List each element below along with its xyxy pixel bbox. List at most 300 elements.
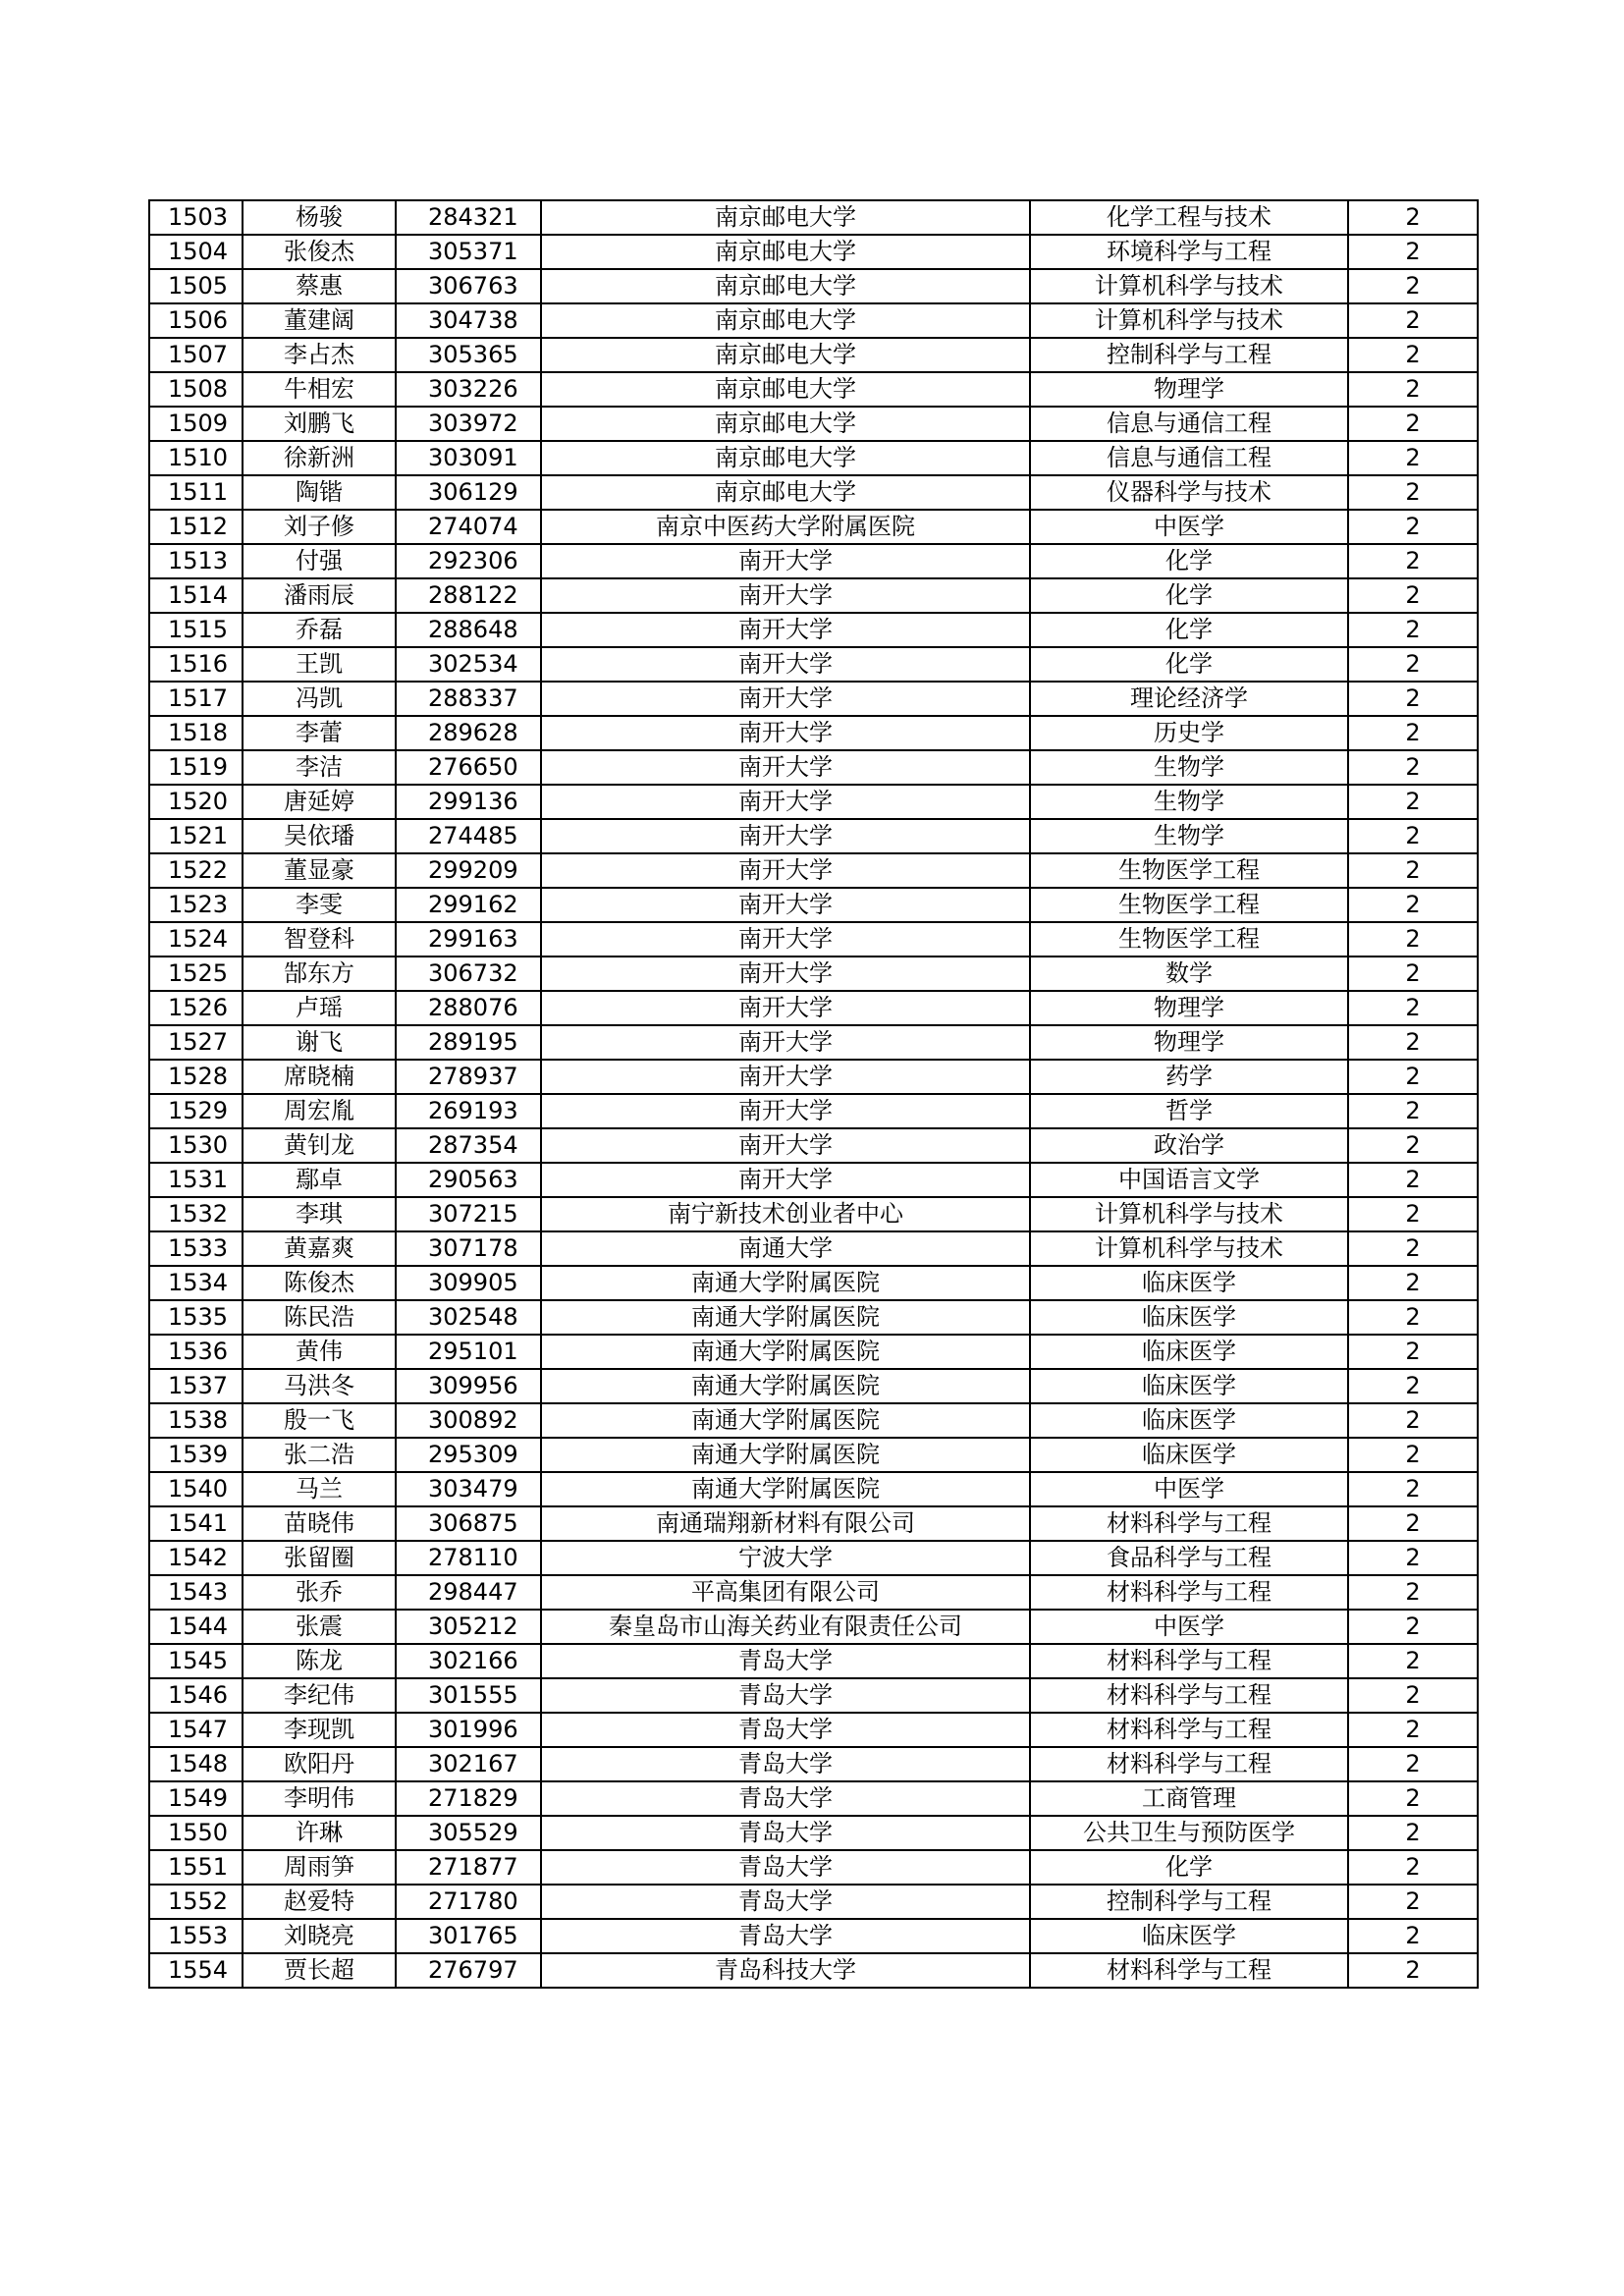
discipline-cell: 化学 <box>1030 647 1348 682</box>
discipline-cell: 控制科学与工程 <box>1030 338 1348 372</box>
grade-cell: 2 <box>1348 647 1478 682</box>
institution-cell: 南开大学 <box>541 1025 1030 1060</box>
id-number-cell: 305371 <box>396 235 541 269</box>
institution-cell: 南京邮电大学 <box>541 235 1030 269</box>
discipline-cell: 生物学 <box>1030 819 1348 853</box>
institution-cell: 南通大学附属医院 <box>541 1266 1030 1300</box>
seq-number-cell: 1507 <box>149 338 243 372</box>
grade-cell: 2 <box>1348 269 1478 303</box>
id-number-cell: 303479 <box>396 1472 541 1506</box>
table-row <box>149 1472 1478 1506</box>
institution-cell: 南开大学 <box>541 1060 1030 1094</box>
funding-list-table <box>148 199 1479 1989</box>
name-cell: 吴依璠 <box>243 819 396 853</box>
name-cell: 刘鹏飞 <box>243 407 396 441</box>
institution-cell: 南开大学 <box>541 544 1030 578</box>
seq-number-cell: 1532 <box>149 1197 243 1231</box>
institution-cell: 南京邮电大学 <box>541 407 1030 441</box>
grade-cell: 2 <box>1348 1472 1478 1506</box>
grade-cell: 2 <box>1348 1231 1478 1266</box>
grade-cell: 2 <box>1348 1506 1478 1541</box>
grade-cell: 2 <box>1348 1575 1478 1610</box>
seq-number-cell: 1530 <box>149 1128 243 1163</box>
grade-cell: 2 <box>1348 1438 1478 1472</box>
discipline-cell: 物理学 <box>1030 1025 1348 1060</box>
id-number-cell: 301555 <box>396 1678 541 1713</box>
id-number-cell: 300892 <box>396 1403 541 1438</box>
institution-cell: 青岛大学 <box>541 1747 1030 1781</box>
grade-cell: 2 <box>1348 613 1478 647</box>
grade-cell: 2 <box>1348 1369 1478 1403</box>
grade-cell: 2 <box>1348 1747 1478 1781</box>
id-number-cell: 307215 <box>396 1197 541 1231</box>
table-row <box>149 1060 1478 1094</box>
seq-number-cell: 1550 <box>149 1816 243 1850</box>
id-number-cell: 302534 <box>396 647 541 682</box>
table-row <box>149 991 1478 1025</box>
institution-cell: 青岛科技大学 <box>541 1953 1030 1988</box>
name-cell: 许琳 <box>243 1816 396 1850</box>
id-number-cell: 306129 <box>396 475 541 510</box>
table-row <box>149 1438 1478 1472</box>
institution-cell: 南通瑞翔新材料有限公司 <box>541 1506 1030 1541</box>
name-cell: 李蕾 <box>243 716 396 750</box>
grade-cell: 2 <box>1348 510 1478 544</box>
name-cell: 谢飞 <box>243 1025 396 1060</box>
table-row <box>149 1885 1478 1919</box>
institution-cell: 南京中医药大学附属医院 <box>541 510 1030 544</box>
discipline-cell: 生物医学工程 <box>1030 922 1348 957</box>
seq-number-cell: 1512 <box>149 510 243 544</box>
name-cell: 付强 <box>243 544 396 578</box>
name-cell: 周雨笋 <box>243 1850 396 1885</box>
discipline-cell: 中国语言文学 <box>1030 1163 1348 1197</box>
grade-cell: 2 <box>1348 235 1478 269</box>
grade-cell: 2 <box>1348 1025 1478 1060</box>
seq-number-cell: 1546 <box>149 1678 243 1713</box>
discipline-cell: 生物学 <box>1030 785 1348 819</box>
id-number-cell: 295101 <box>396 1335 541 1369</box>
name-cell: 郜东方 <box>243 957 396 991</box>
table-row <box>149 1919 1478 1953</box>
institution-cell: 南开大学 <box>541 1128 1030 1163</box>
grade-cell: 2 <box>1348 1094 1478 1128</box>
discipline-cell: 中医学 <box>1030 1472 1348 1506</box>
name-cell: 张二浩 <box>243 1438 396 1472</box>
grade-cell: 2 <box>1348 578 1478 613</box>
name-cell: 智登科 <box>243 922 396 957</box>
name-cell: 陈俊杰 <box>243 1266 396 1300</box>
name-cell: 陈民浩 <box>243 1300 396 1335</box>
table-row <box>149 544 1478 578</box>
institution-cell: 南通大学附属医院 <box>541 1335 1030 1369</box>
seq-number-cell: 1551 <box>149 1850 243 1885</box>
discipline-cell: 化学 <box>1030 544 1348 578</box>
name-cell: 董建阔 <box>243 303 396 338</box>
institution-cell: 南开大学 <box>541 819 1030 853</box>
institution-cell: 南通大学 <box>541 1231 1030 1266</box>
institution-cell: 南京邮电大学 <box>541 338 1030 372</box>
discipline-cell: 物理学 <box>1030 372 1348 407</box>
discipline-cell: 材料科学与工程 <box>1030 1953 1348 1988</box>
grade-cell: 2 <box>1348 1885 1478 1919</box>
discipline-cell: 材料科学与工程 <box>1030 1506 1348 1541</box>
grade-cell: 2 <box>1348 785 1478 819</box>
name-cell: 牛相宏 <box>243 372 396 407</box>
table-row <box>149 1300 1478 1335</box>
grade-cell: 2 <box>1348 200 1478 235</box>
id-number-cell: 287354 <box>396 1128 541 1163</box>
id-number-cell: 306875 <box>396 1506 541 1541</box>
seq-number-cell: 1516 <box>149 647 243 682</box>
table-row <box>149 407 1478 441</box>
name-cell: 李明伟 <box>243 1781 396 1816</box>
seq-number-cell: 1529 <box>149 1094 243 1128</box>
seq-number-cell: 1553 <box>149 1919 243 1953</box>
grade-cell: 2 <box>1348 1644 1478 1678</box>
table-row <box>149 1506 1478 1541</box>
id-number-cell: 307178 <box>396 1231 541 1266</box>
grade-cell: 2 <box>1348 1953 1478 1988</box>
table-row <box>149 1816 1478 1850</box>
id-number-cell: 289195 <box>396 1025 541 1060</box>
table-row <box>149 1163 1478 1197</box>
seq-number-cell: 1544 <box>149 1610 243 1644</box>
institution-cell: 南开大学 <box>541 750 1030 785</box>
institution-cell: 南京邮电大学 <box>541 475 1030 510</box>
id-number-cell: 306732 <box>396 957 541 991</box>
table-row <box>149 1953 1478 1988</box>
seq-number-cell: 1525 <box>149 957 243 991</box>
table-row <box>149 1369 1478 1403</box>
grade-cell: 2 <box>1348 1713 1478 1747</box>
name-cell: 陈龙 <box>243 1644 396 1678</box>
table-body <box>149 200 1478 1988</box>
discipline-cell: 物理学 <box>1030 991 1348 1025</box>
id-number-cell: 276797 <box>396 1953 541 1988</box>
discipline-cell: 材料科学与工程 <box>1030 1713 1348 1747</box>
id-number-cell: 299209 <box>396 853 541 888</box>
institution-cell: 南开大学 <box>541 716 1030 750</box>
discipline-cell: 临床医学 <box>1030 1403 1348 1438</box>
seq-number-cell: 1552 <box>149 1885 243 1919</box>
table-row <box>149 1025 1478 1060</box>
institution-cell: 南开大学 <box>541 888 1030 922</box>
name-cell: 陶锴 <box>243 475 396 510</box>
seq-number-cell: 1523 <box>149 888 243 922</box>
grade-cell: 2 <box>1348 1919 1478 1953</box>
id-number-cell: 288076 <box>396 991 541 1025</box>
grade-cell: 2 <box>1348 716 1478 750</box>
seq-number-cell: 1518 <box>149 716 243 750</box>
name-cell: 席晓楠 <box>243 1060 396 1094</box>
discipline-cell: 生物医学工程 <box>1030 888 1348 922</box>
table-row <box>149 1541 1478 1575</box>
seq-number-cell: 1517 <box>149 682 243 716</box>
id-number-cell: 302167 <box>396 1747 541 1781</box>
discipline-cell: 哲学 <box>1030 1094 1348 1128</box>
grade-cell: 2 <box>1348 991 1478 1025</box>
id-number-cell: 304738 <box>396 303 541 338</box>
discipline-cell: 仪器科学与技术 <box>1030 475 1348 510</box>
table-row <box>149 1575 1478 1610</box>
name-cell: 李占杰 <box>243 338 396 372</box>
table-row <box>149 1128 1478 1163</box>
discipline-cell: 材料科学与工程 <box>1030 1747 1348 1781</box>
seq-number-cell: 1510 <box>149 441 243 475</box>
id-number-cell: 302548 <box>396 1300 541 1335</box>
id-number-cell: 276650 <box>396 750 541 785</box>
id-number-cell: 303091 <box>396 441 541 475</box>
discipline-cell: 中医学 <box>1030 510 1348 544</box>
discipline-cell: 化学 <box>1030 613 1348 647</box>
id-number-cell: 309956 <box>396 1369 541 1403</box>
name-cell: 张俊杰 <box>243 235 396 269</box>
id-number-cell: 269193 <box>396 1094 541 1128</box>
id-number-cell: 306763 <box>396 269 541 303</box>
name-cell: 欧阳丹 <box>243 1747 396 1781</box>
institution-cell: 南京邮电大学 <box>541 269 1030 303</box>
grade-cell: 2 <box>1348 544 1478 578</box>
table-row <box>149 1747 1478 1781</box>
institution-cell: 南开大学 <box>541 1094 1030 1128</box>
seq-number-cell: 1522 <box>149 853 243 888</box>
seq-number-cell: 1504 <box>149 235 243 269</box>
id-number-cell: 288648 <box>396 613 541 647</box>
institution-cell: 青岛大学 <box>541 1644 1030 1678</box>
seq-number-cell: 1526 <box>149 991 243 1025</box>
grade-cell: 2 <box>1348 1678 1478 1713</box>
name-cell: 李洁 <box>243 750 396 785</box>
name-cell: 李雯 <box>243 888 396 922</box>
seq-number-cell: 1554 <box>149 1953 243 1988</box>
id-number-cell: 288122 <box>396 578 541 613</box>
id-number-cell: 298447 <box>396 1575 541 1610</box>
grade-cell: 2 <box>1348 1266 1478 1300</box>
name-cell: 唐延婷 <box>243 785 396 819</box>
seq-number-cell: 1536 <box>149 1335 243 1369</box>
table-row <box>149 613 1478 647</box>
seq-number-cell: 1505 <box>149 269 243 303</box>
discipline-cell: 食品科学与工程 <box>1030 1541 1348 1575</box>
discipline-cell: 信息与通信工程 <box>1030 441 1348 475</box>
table-row <box>149 269 1478 303</box>
grade-cell: 2 <box>1348 1850 1478 1885</box>
discipline-cell: 材料科学与工程 <box>1030 1575 1348 1610</box>
id-number-cell: 278937 <box>396 1060 541 1094</box>
table-row <box>149 1850 1478 1885</box>
seq-number-cell: 1524 <box>149 922 243 957</box>
institution-cell: 青岛大学 <box>541 1713 1030 1747</box>
seq-number-cell: 1535 <box>149 1300 243 1335</box>
table-row <box>149 372 1478 407</box>
institution-cell: 青岛大学 <box>541 1850 1030 1885</box>
id-number-cell: 299136 <box>396 785 541 819</box>
grade-cell: 2 <box>1348 475 1478 510</box>
name-cell: 贾长超 <box>243 1953 396 1988</box>
seq-number-cell: 1534 <box>149 1266 243 1300</box>
grade-cell: 2 <box>1348 338 1478 372</box>
seq-number-cell: 1533 <box>149 1231 243 1266</box>
grade-cell: 2 <box>1348 441 1478 475</box>
table-row <box>149 682 1478 716</box>
discipline-cell: 环境科学与工程 <box>1030 235 1348 269</box>
institution-cell: 青岛大学 <box>541 1885 1030 1919</box>
institution-cell: 青岛大学 <box>541 1781 1030 1816</box>
grade-cell: 2 <box>1348 1816 1478 1850</box>
table-row <box>149 1231 1478 1266</box>
name-cell: 蔡惠 <box>243 269 396 303</box>
seq-number-cell: 1521 <box>149 819 243 853</box>
institution-cell: 南开大学 <box>541 853 1030 888</box>
id-number-cell: 284321 <box>396 200 541 235</box>
id-number-cell: 299162 <box>396 888 541 922</box>
seq-number-cell: 1511 <box>149 475 243 510</box>
table-row <box>149 785 1478 819</box>
discipline-cell: 化学 <box>1030 1850 1348 1885</box>
id-number-cell: 271829 <box>396 1781 541 1816</box>
discipline-cell: 历史学 <box>1030 716 1348 750</box>
name-cell: 马洪冬 <box>243 1369 396 1403</box>
table-row <box>149 750 1478 785</box>
grade-cell: 2 <box>1348 407 1478 441</box>
seq-number-cell: 1548 <box>149 1747 243 1781</box>
institution-cell: 南京邮电大学 <box>541 200 1030 235</box>
grade-cell: 2 <box>1348 957 1478 991</box>
seq-number-cell: 1537 <box>149 1369 243 1403</box>
discipline-cell: 临床医学 <box>1030 1266 1348 1300</box>
seq-number-cell: 1514 <box>149 578 243 613</box>
seq-number-cell: 1541 <box>149 1506 243 1541</box>
grade-cell: 2 <box>1348 1541 1478 1575</box>
name-cell: 黄伟 <box>243 1335 396 1369</box>
institution-cell: 南通大学附属医院 <box>541 1300 1030 1335</box>
institution-cell: 南开大学 <box>541 1163 1030 1197</box>
id-number-cell: 295309 <box>396 1438 541 1472</box>
grade-cell: 2 <box>1348 1403 1478 1438</box>
grade-cell: 2 <box>1348 819 1478 853</box>
grade-cell: 2 <box>1348 682 1478 716</box>
discipline-cell: 公共卫生与预防医学 <box>1030 1816 1348 1850</box>
name-cell: 刘晓亮 <box>243 1919 396 1953</box>
table-row <box>149 853 1478 888</box>
name-cell: 李纪伟 <box>243 1678 396 1713</box>
id-number-cell: 290563 <box>396 1163 541 1197</box>
name-cell: 张留圈 <box>243 1541 396 1575</box>
grade-cell: 2 <box>1348 1335 1478 1369</box>
name-cell: 潘雨辰 <box>243 578 396 613</box>
discipline-cell: 材料科学与工程 <box>1030 1678 1348 1713</box>
institution-cell: 南京邮电大学 <box>541 372 1030 407</box>
name-cell: 苗晓伟 <box>243 1506 396 1541</box>
discipline-cell: 临床医学 <box>1030 1335 1348 1369</box>
table-row <box>149 888 1478 922</box>
discipline-cell: 药学 <box>1030 1060 1348 1094</box>
grade-cell: 2 <box>1348 1197 1478 1231</box>
id-number-cell: 309905 <box>396 1266 541 1300</box>
name-cell: 卢瑶 <box>243 991 396 1025</box>
table-row <box>149 510 1478 544</box>
table-row <box>149 1335 1478 1369</box>
table-row <box>149 1197 1478 1231</box>
grade-cell: 2 <box>1348 750 1478 785</box>
name-cell: 乔磊 <box>243 613 396 647</box>
name-cell: 杨骏 <box>243 200 396 235</box>
grade-cell: 2 <box>1348 1128 1478 1163</box>
institution-cell: 南通大学附属医院 <box>541 1369 1030 1403</box>
table-row <box>149 1678 1478 1713</box>
discipline-cell: 临床医学 <box>1030 1369 1348 1403</box>
seq-number-cell: 1547 <box>149 1713 243 1747</box>
discipline-cell: 化学 <box>1030 578 1348 613</box>
grade-cell: 2 <box>1348 1610 1478 1644</box>
table-row <box>149 1266 1478 1300</box>
name-cell: 黄钊龙 <box>243 1128 396 1163</box>
table-row <box>149 578 1478 613</box>
table-row <box>149 1644 1478 1678</box>
id-number-cell: 288337 <box>396 682 541 716</box>
discipline-cell: 中医学 <box>1030 1610 1348 1644</box>
table-row <box>149 475 1478 510</box>
discipline-cell: 计算机科学与技术 <box>1030 1197 1348 1231</box>
seq-number-cell: 1539 <box>149 1438 243 1472</box>
table-row <box>149 441 1478 475</box>
grade-cell: 2 <box>1348 853 1478 888</box>
name-cell: 黄嘉爽 <box>243 1231 396 1266</box>
seq-number-cell: 1520 <box>149 785 243 819</box>
table-row <box>149 647 1478 682</box>
institution-cell: 南通大学附属医院 <box>541 1403 1030 1438</box>
seq-number-cell: 1528 <box>149 1060 243 1094</box>
discipline-cell: 计算机科学与技术 <box>1030 269 1348 303</box>
seq-number-cell: 1540 <box>149 1472 243 1506</box>
grade-cell: 2 <box>1348 888 1478 922</box>
id-number-cell: 271877 <box>396 1850 541 1885</box>
seq-number-cell: 1545 <box>149 1644 243 1678</box>
discipline-cell: 理论经济学 <box>1030 682 1348 716</box>
discipline-cell: 临床医学 <box>1030 1438 1348 1472</box>
grade-cell: 2 <box>1348 1781 1478 1816</box>
name-cell: 冯凯 <box>243 682 396 716</box>
grade-cell: 2 <box>1348 1060 1478 1094</box>
name-cell: 李现凯 <box>243 1713 396 1747</box>
grade-cell: 2 <box>1348 372 1478 407</box>
id-number-cell: 274485 <box>396 819 541 853</box>
institution-cell: 南开大学 <box>541 991 1030 1025</box>
discipline-cell: 政治学 <box>1030 1128 1348 1163</box>
table-row <box>149 1094 1478 1128</box>
discipline-cell: 工商管理 <box>1030 1781 1348 1816</box>
seq-number-cell: 1513 <box>149 544 243 578</box>
name-cell: 张震 <box>243 1610 396 1644</box>
table-row <box>149 1713 1478 1747</box>
seq-number-cell: 1503 <box>149 200 243 235</box>
table-row <box>149 1610 1478 1644</box>
institution-cell: 南通大学附属医院 <box>541 1472 1030 1506</box>
table-row <box>149 922 1478 957</box>
name-cell: 刘子修 <box>243 510 396 544</box>
grade-cell: 2 <box>1348 922 1478 957</box>
id-number-cell: 274074 <box>396 510 541 544</box>
table-row <box>149 303 1478 338</box>
institution-cell: 南开大学 <box>541 647 1030 682</box>
id-number-cell: 302166 <box>396 1644 541 1678</box>
name-cell: 殷一飞 <box>243 1403 396 1438</box>
institution-cell: 南开大学 <box>541 613 1030 647</box>
id-number-cell: 303972 <box>396 407 541 441</box>
institution-cell: 青岛大学 <box>541 1678 1030 1713</box>
discipline-cell: 材料科学与工程 <box>1030 1644 1348 1678</box>
